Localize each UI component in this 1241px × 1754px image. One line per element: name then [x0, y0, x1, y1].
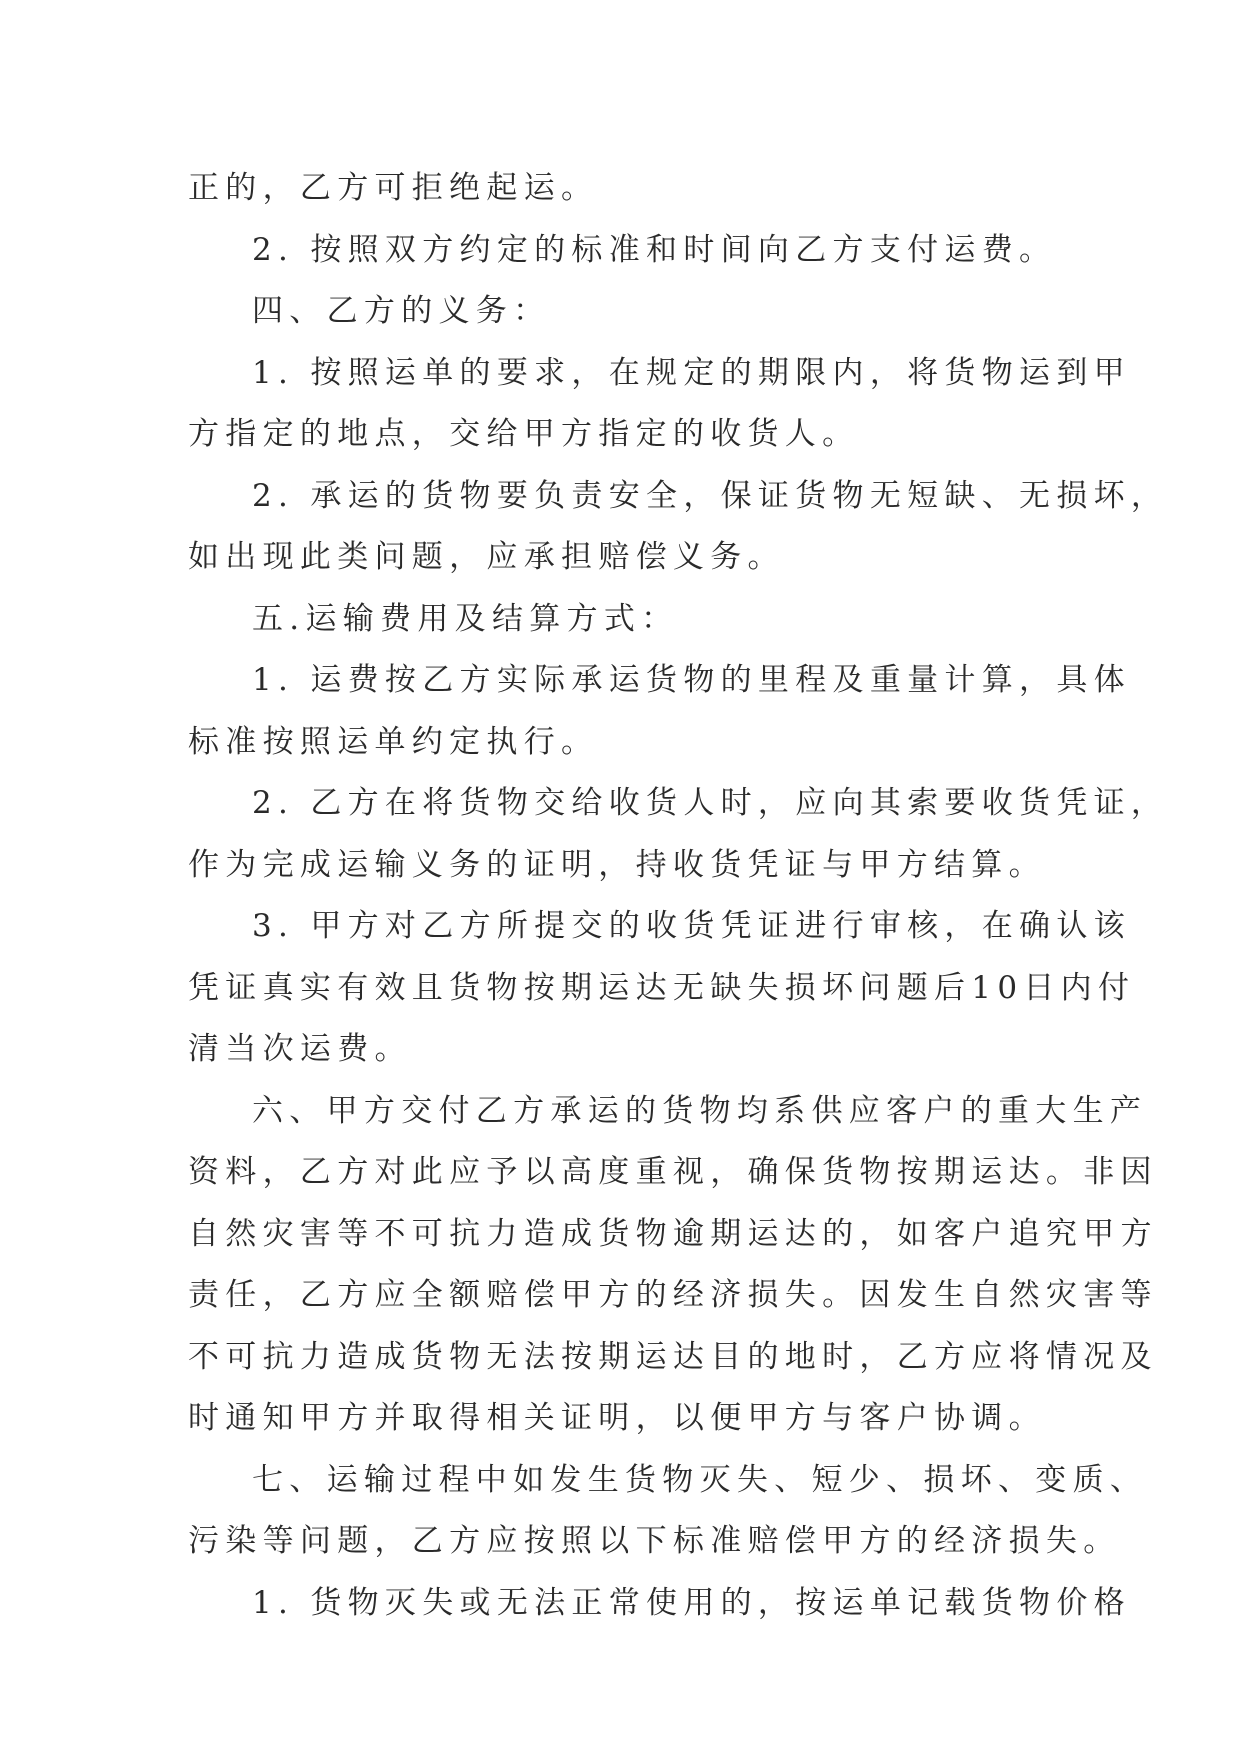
text-line: 标准按照运单约定执行。	[188, 723, 599, 760]
text-line: 污染等问题，乙方应按照以下标准赔偿甲方的经济损失。	[188, 1523, 1121, 1559]
text-line: 2. 按照双方约定的标准和时间向乙方支付运费。	[252, 231, 1057, 268]
text-line: 时通知甲方并取得相关证明，以便甲方与客户协调。	[188, 1400, 1046, 1436]
text-line: 四、乙方的义务：	[252, 293, 551, 329]
text-line: 1. 按照运单的要求，在规定的期限内，将货物运到甲	[252, 354, 1131, 391]
text-line: 2. 乙方在将货物交给收货人时，应向其索要收货凭证，	[252, 785, 1169, 821]
text-line: 2. 承运的货物要负责安全，保证货物无短缺、无损坏，	[252, 477, 1169, 514]
text-line: 六、甲方交付乙方承运的货物均系供应客户的重大生产	[252, 1092, 1148, 1129]
text-line: 1. 货物灭失或无法正常使用的，按运单记载货物价格	[252, 1584, 1131, 1621]
text-line: 方指定的地点，交给甲方指定的收货人。	[188, 416, 860, 452]
text-line: 不可抗力造成货物无法按期运达目的地时，乙方应将情况及	[188, 1338, 1158, 1375]
text-line: 凭证真实有效且货物按期运达无缺失损坏问题后10日内付	[188, 969, 1136, 1006]
text-line: 作为完成运输义务的证明，持收货凭证与甲方结算。	[188, 846, 1046, 883]
text-line: 正的，乙方可拒绝起运。	[188, 170, 599, 206]
text-line: 五.运输费用及结算方式：	[252, 600, 679, 637]
text-line: 自然灾害等不可抗力造成货物逾期运达的，如客户追究甲方	[188, 1215, 1158, 1252]
text-line: 1. 运费按乙方实际承运货物的里程及重量计算，具体	[252, 662, 1131, 698]
text-line: 3. 甲方对乙方所提交的收货凭证进行审核，在确认该	[252, 908, 1131, 944]
text-line: 七、运输过程中如发生货物灭失、短少、损坏、变质、	[252, 1461, 1148, 1498]
document-body	[188, 158, 1169, 1634]
text-line: 如出现此类问题，应承担赔偿义务。	[188, 539, 785, 575]
text-line: 资料，乙方对此应予以高度重视，确保货物按期运达。非因	[188, 1154, 1158, 1190]
text-line: 清当次运费。	[188, 1031, 412, 1067]
text-line: 责任，乙方应全额赔偿甲方的经济损失。因发生自然灾害等	[188, 1277, 1158, 1313]
